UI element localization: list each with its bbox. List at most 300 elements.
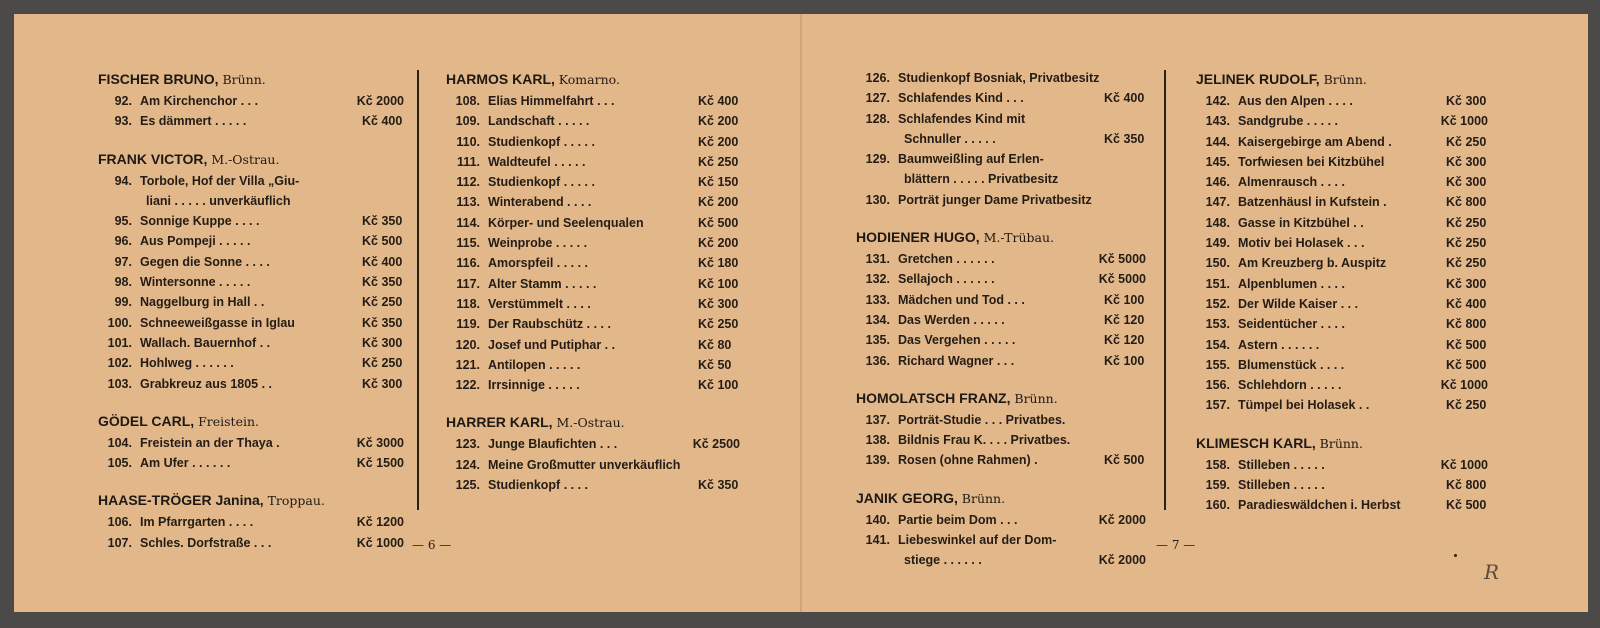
catalog-entry — [1196, 253, 1488, 273]
column-divider — [1164, 70, 1166, 510]
catalog-entry — [1196, 395, 1488, 415]
entry-number: 108. — [455, 94, 480, 108]
entry-title: Almenrausch . . . . — [1238, 175, 1345, 190]
catalog-entry — [1196, 233, 1488, 253]
artist-city: Troppau. — [267, 493, 325, 509]
catalog-entry — [1196, 274, 1488, 294]
catalog-column-3 — [856, 62, 1146, 571]
entry-number: 114. — [456, 215, 480, 230]
entry-number: 125. — [455, 478, 480, 493]
entry-price: Kč 800 — [1446, 317, 1487, 332]
entry-title: Sonnige Kuppe . . . . — [140, 214, 260, 229]
artist-name: HARMOS KARL, — [446, 71, 555, 87]
entry-title: Josef und Putiphar . . — [488, 337, 616, 352]
pencil-mark: R — [1484, 560, 1500, 584]
entry-number: 104. — [107, 435, 132, 450]
catalog-entry — [856, 129, 1146, 149]
entry-number — [856, 129, 890, 149]
artist-city: Freistein. — [198, 413, 259, 429]
entry-price: Kč 250 — [1446, 398, 1487, 413]
entry-number: 100. — [107, 315, 132, 330]
artist-name: FISCHER BRUNO, — [98, 71, 219, 87]
entry-title: Alter Stamm . . . . . — [488, 276, 597, 291]
entry-number: 128. — [865, 111, 890, 126]
entry-price: Kč 500 — [698, 215, 739, 230]
entry-price: Kč 500 — [1104, 453, 1145, 468]
entry-number: 153. — [1205, 317, 1230, 332]
entry-price: Kč 800 — [1446, 478, 1487, 493]
entry-number: 115. — [456, 236, 480, 251]
entry-number: 112. — [456, 175, 480, 190]
entry-price: Kč 250 — [1446, 236, 1487, 251]
artist-name: HODIENER HUGO, — [856, 229, 980, 246]
entry-price: Kč 500 — [1446, 498, 1487, 513]
entry-number: 145. — [1205, 154, 1230, 169]
catalog-entry — [446, 355, 740, 375]
artist-city: Brünn. — [1319, 435, 1363, 451]
artist-city: M.-Ostrau. — [556, 415, 625, 431]
entry-number: 152. — [1205, 296, 1230, 311]
entry-price: Kč 200 — [698, 134, 739, 149]
entry-title: Waldteufel . . . . . — [488, 154, 586, 169]
entry-number: 122. — [455, 378, 480, 393]
catalog-entry — [856, 169, 1146, 189]
artist-city: M.-Ostrau. — [211, 151, 280, 167]
entry-title: Schneeweißgasse in Iglau — [140, 315, 295, 330]
catalog-entry — [98, 292, 404, 312]
entry-number: 136. — [865, 353, 890, 368]
entry-price: Kč 250 — [362, 295, 403, 310]
entry-price: Kč 400 — [1446, 296, 1487, 311]
catalog-entry — [856, 290, 1146, 310]
entry-title: Hohlweg . . . . . . — [140, 356, 234, 371]
catalog-entry — [856, 510, 1146, 530]
catalog-entry — [1196, 475, 1488, 495]
entry-price: Kč 80 — [698, 337, 732, 352]
catalog-entry — [98, 91, 404, 111]
entry-price: Kč 1000 — [356, 535, 404, 550]
artist-heading — [98, 68, 404, 91]
entry-price: Kč 100 — [698, 378, 739, 393]
entry-title: Studienkopf . . . . . — [488, 175, 595, 190]
catalog-entry — [446, 475, 740, 495]
entry-price: Kč 300 — [362, 335, 403, 350]
catalog-column-4 — [1196, 62, 1488, 516]
catalog-entry — [446, 375, 740, 395]
entry-price: Kč 300 — [1446, 154, 1487, 169]
entry-title: Partie beim Dom . . . — [898, 512, 1018, 527]
entry-price: Kč 1000 — [1440, 114, 1488, 129]
entry-title: Studienkopf Bosniak, Privatbesitz — [898, 71, 1100, 85]
entry-title: Porträt junger Dame Privatbesitz — [898, 192, 1092, 207]
entry-number: 158. — [1205, 457, 1230, 472]
artist-city: Brünn. — [1323, 72, 1367, 87]
entry-title: Paradieswäldchen i. Herbst — [1238, 498, 1401, 513]
entry-number: 116. — [456, 256, 480, 271]
entry-title: Am Ufer . . . . . . — [140, 456, 231, 471]
artist-heading — [856, 226, 1146, 249]
catalog-entry — [856, 68, 1146, 88]
entry-price: Kč 50 — [698, 357, 732, 372]
entry-title: Elias Himmelfahrt . . . — [488, 94, 615, 108]
entry-price: Kč 2500 — [692, 437, 740, 452]
page-number-right: — 7 — — [1156, 538, 1196, 552]
entry-price: Kč 350 — [362, 275, 403, 290]
artist-heading — [98, 148, 404, 171]
entry-price: Kč 250 — [698, 154, 739, 169]
artist-heading — [446, 411, 740, 434]
entry-price: Kč 150 — [698, 175, 739, 190]
entry-title: Naggelburg in Hall . . — [140, 295, 265, 310]
entry-number: 103. — [107, 376, 132, 391]
entry-number: 99. — [114, 295, 132, 310]
catalog-entry — [98, 374, 404, 394]
entry-price: Kč 350 — [1104, 131, 1145, 146]
entry-title: Astern . . . . . . — [1238, 337, 1320, 352]
entry-number: 110. — [456, 134, 480, 149]
catalog-entry — [856, 109, 1146, 129]
entry-number: 147. — [1205, 195, 1230, 210]
catalog-entry — [98, 211, 404, 231]
artist-name: JANIK GEORG, — [856, 489, 958, 506]
catalog-entry — [446, 434, 740, 454]
entry-number: 155. — [1205, 357, 1230, 372]
entry-title: Gegen die Sonne . . . . — [140, 254, 270, 269]
entry-title: Im Pfarrgarten . . . . — [140, 515, 254, 530]
catalog-entry — [856, 149, 1146, 169]
catalog-entry — [98, 453, 404, 473]
entry-price: Kč 400 — [362, 114, 403, 129]
entry-number: 121. — [455, 357, 480, 372]
artist-heading — [98, 410, 404, 433]
entry-title: Schlehdorn . . . . . — [1238, 378, 1342, 393]
entry-title: Liebeswinkel auf der Dom- — [898, 533, 1057, 548]
catalog-entry — [446, 91, 740, 111]
catalog-entry — [98, 231, 404, 251]
entry-price: Kč 100 — [1104, 292, 1145, 307]
entry-title: Gasse in Kitzbühel . . — [1238, 215, 1364, 230]
entry-number: 149. — [1205, 236, 1230, 251]
entry-price: Kč 100 — [698, 276, 739, 291]
entry-title: Am Kreuzberg b. Auspitz — [1238, 256, 1387, 271]
entry-number: 95. — [114, 214, 132, 229]
catalog-entry — [98, 353, 404, 373]
catalog-entry — [98, 313, 404, 333]
entry-title: Der Raubschütz . . . . — [488, 317, 611, 332]
entry-number: 120. — [455, 337, 480, 352]
entry-number: 101. — [107, 335, 132, 350]
catalog-entry — [98, 433, 404, 453]
catalog-column-1 — [98, 62, 404, 553]
entry-number: 143. — [1205, 114, 1230, 129]
entry-price: Kč 300 — [362, 376, 403, 391]
entry-number: 118. — [456, 296, 480, 311]
catalog-entry — [1196, 455, 1488, 475]
artist-city: Brünn. — [1014, 390, 1058, 406]
catalog-entry — [856, 550, 1146, 570]
catalog-entry — [446, 111, 740, 131]
entry-number: 106. — [107, 515, 132, 530]
entry-number: 127. — [865, 91, 890, 106]
catalog-entry — [1196, 335, 1488, 355]
catalog-entry — [856, 190, 1146, 210]
catalog-entry — [98, 171, 404, 191]
entry-number: 135. — [865, 333, 890, 348]
entry-title: Richard Wagner . . . — [898, 353, 1015, 368]
entry-price: Kč 250 — [1446, 134, 1487, 149]
catalog-entry — [1196, 495, 1488, 515]
entry-title: Bildnis Frau K. . . . Privatbes. — [898, 433, 1071, 448]
entry-title: Am Kirchenchor . . . — [140, 94, 259, 108]
entry-price: Kč 180 — [698, 256, 739, 271]
catalog-spread — [14, 14, 1588, 612]
entry-number: 98. — [114, 275, 132, 290]
entry-title: Wintersonne . . . . . — [140, 275, 251, 290]
entry-number: 138. — [865, 433, 890, 448]
entry-price: Kč 1000 — [1440, 378, 1488, 393]
entry-price: Kč 500 — [1446, 357, 1487, 372]
entry-number: 144. — [1205, 134, 1230, 149]
entry-price: Kč 2000 — [356, 94, 404, 108]
entry-title: Stilleben . . . . . — [1238, 457, 1325, 472]
entry-price: Kč 350 — [698, 478, 739, 493]
artist-name: HARRER KARL, — [446, 414, 553, 431]
entry-price: Kč 300 — [698, 296, 739, 311]
entry-number: 93. — [114, 114, 132, 129]
entry-number: 157. — [1205, 398, 1230, 413]
catalog-entry — [98, 333, 404, 353]
entry-number: 126. — [865, 71, 890, 85]
catalog-entry — [446, 152, 740, 172]
entry-number: 148. — [1205, 215, 1230, 230]
entry-number: 92. — [114, 94, 132, 108]
entry-price: Kč 2000 — [1098, 553, 1146, 568]
entry-title: liani . . . . . unverkäuflich — [146, 193, 291, 208]
entry-number: 130. — [865, 192, 890, 207]
entry-title: Sellajoch . . . . . . — [898, 272, 995, 287]
entry-number: 97. — [114, 254, 132, 269]
entry-title: Das Werden . . . . . — [898, 312, 1005, 327]
entry-price: Kč 100 — [1104, 353, 1145, 368]
entry-number — [856, 169, 890, 189]
artist-name: FRANK VICTOR, — [98, 150, 208, 167]
artist-name: HOMOLATSCH FRANZ, — [856, 389, 1011, 406]
catalog-entry — [446, 172, 740, 192]
catalog-entry — [446, 335, 740, 355]
entry-title: Amorspfeil . . . . . — [488, 256, 589, 271]
entry-price: Kč 2000 — [1098, 512, 1146, 527]
entry-price: Kč 1000 — [1440, 457, 1488, 472]
entry-title: Schles. Dorfstraße . . . — [140, 535, 272, 550]
entry-title: Torfwiesen bei Kitzbühel — [1238, 154, 1385, 169]
artist-city: Brünn. — [222, 72, 266, 87]
entry-title: Blumenstück . . . . — [1238, 357, 1345, 372]
catalog-entry — [856, 351, 1146, 371]
entry-price: Kč 200 — [698, 114, 739, 129]
catalog-entry — [856, 430, 1146, 450]
catalog-entry — [446, 253, 740, 273]
catalog-entry — [856, 249, 1146, 269]
artist-heading — [446, 68, 740, 91]
entry-number: 96. — [114, 234, 132, 249]
entry-number: 107. — [107, 535, 132, 550]
entry-price: Kč 400 — [698, 94, 739, 108]
entry-title: Batzenhäusl in Kufstein . — [1238, 195, 1387, 210]
catalog-entry — [98, 533, 404, 553]
artist-name: GÖDEL CARL, — [98, 412, 195, 429]
entry-price: Kč 500 — [362, 234, 403, 249]
entry-title: Körper- und Seelenqualen — [488, 215, 644, 230]
artist-name: HAASE-TRÖGER Janina, — [98, 492, 264, 509]
entry-price: Kč 5000 — [1098, 252, 1146, 267]
catalog-entry — [446, 314, 740, 334]
catalog-entry — [856, 310, 1146, 330]
entry-title: Studienkopf . . . . . — [488, 134, 595, 149]
artist-city: M.-Trübau. — [983, 230, 1054, 246]
entry-title: Meine Großmutter unverkäuflich — [488, 457, 681, 472]
entry-price: Kč 250 — [698, 317, 739, 332]
entry-number: 119. — [456, 317, 480, 332]
entry-title: Das Vergehen . . . . . — [898, 333, 1016, 348]
catalog-entry — [1196, 213, 1488, 233]
page-number-left: — 6 — — [412, 538, 452, 552]
catalog-entry — [856, 269, 1146, 289]
entry-title: stiege . . . . . . — [904, 553, 982, 568]
entry-title: Es dämmert . . . . . — [140, 114, 247, 129]
entry-number: 117. — [456, 276, 480, 291]
catalog-entry — [1196, 192, 1488, 212]
entry-title: Winterabend . . . . — [488, 195, 592, 210]
entry-number: 140. — [865, 512, 890, 527]
entry-price: Kč 120 — [1104, 333, 1145, 348]
entry-number: 133. — [865, 292, 890, 307]
entry-price: Kč 250 — [1446, 215, 1487, 230]
entry-title: Kaisergebirge am Abend . — [1238, 134, 1392, 149]
entry-title: Grabkreuz aus 1805 . . — [140, 376, 273, 391]
entry-title: Stilleben . . . . . — [1238, 478, 1325, 493]
entry-price: Kč 200 — [698, 236, 739, 251]
entry-title: Sandgrube . . . . . — [1238, 114, 1339, 129]
entry-title: Weinprobe . . . . . — [488, 236, 588, 251]
entry-price: Kč 250 — [1446, 256, 1487, 271]
entry-title: Gretchen . . . . . . — [898, 252, 995, 267]
entry-title: Der Wilde Kaiser . . . — [1238, 296, 1359, 311]
entry-title: Porträt-Studie . . . Privatbes. — [898, 412, 1066, 427]
entry-title: Irrsinnige . . . . . — [488, 378, 580, 393]
catalog-entry — [446, 213, 740, 233]
catalog-entry — [856, 450, 1146, 470]
artist-city: Brünn. — [961, 490, 1006, 506]
catalog-entry — [1196, 111, 1488, 131]
entry-price: Kč 1200 — [356, 515, 404, 530]
entry-title: Torbole, Hof der Villa „Giu- — [140, 173, 300, 188]
catalog-entry — [98, 252, 404, 272]
entry-price: Kč 1500 — [356, 456, 404, 471]
entry-number: 160. — [1205, 498, 1230, 513]
entry-title: Freistein an der Thaya . — [140, 435, 280, 450]
entry-number: 151. — [1205, 276, 1230, 291]
entry-number: 129. — [865, 152, 890, 167]
entry-number: 150. — [1205, 256, 1230, 271]
entry-title: Mädchen und Tod . . . — [898, 292, 1025, 307]
catalog-entry — [1196, 152, 1488, 172]
entry-number: 134. — [865, 312, 890, 327]
entry-number: 131. — [865, 252, 890, 267]
entry-number: 94. — [114, 173, 132, 188]
catalog-entry — [1196, 294, 1488, 314]
entry-title: Antilopen . . . . . — [488, 357, 581, 372]
entry-price: Kč 300 — [1446, 175, 1487, 190]
catalog-entry — [1196, 91, 1488, 111]
entry-number: 124. — [455, 457, 480, 472]
column-divider — [417, 70, 419, 510]
entry-title: Junge Blaufichten . . . — [488, 437, 618, 452]
page-fold — [800, 14, 802, 612]
artist-name: KLIMESCH KARL, — [1196, 434, 1316, 451]
entry-title: Studienkopf . . . . — [488, 478, 588, 493]
entry-price: Kč 300 — [1446, 94, 1487, 108]
entry-price: Kč 500 — [1446, 337, 1487, 352]
entry-number: 146. — [1205, 175, 1230, 190]
entry-title: Rosen (ohne Rahmen) . — [898, 453, 1038, 468]
catalog-column-2 — [446, 62, 740, 495]
entry-title: Baumweißling auf Erlen- — [898, 152, 1044, 167]
catalog-entry — [446, 192, 740, 212]
entry-number: 132. — [865, 272, 890, 287]
entry-number: 154. — [1205, 337, 1230, 352]
entry-title: blättern . . . . . Privatbesitz — [904, 172, 1059, 187]
entry-title: Aus Pompeji . . . . . — [140, 234, 251, 249]
entry-number: 105. — [107, 456, 132, 471]
catalog-entry — [98, 512, 404, 532]
entry-title: Motiv bei Holasek . . . — [1238, 236, 1365, 251]
entry-number: 141. — [865, 533, 890, 548]
entry-price: Kč 200 — [698, 195, 739, 210]
entry-title: Schlafendes Kind . . . — [898, 91, 1024, 106]
ink-dot — [1454, 554, 1457, 557]
entry-number — [856, 550, 890, 570]
catalog-entry — [446, 274, 740, 294]
catalog-entry — [98, 191, 404, 211]
entry-title: Tümpel bei Holasek . . — [1238, 398, 1370, 413]
entry-price: Kč 800 — [1446, 195, 1487, 210]
entry-title: Verstümmelt . . . . — [488, 296, 591, 311]
entry-number: 142. — [1205, 94, 1230, 108]
catalog-entry — [856, 410, 1146, 430]
entry-number: 109. — [455, 114, 480, 129]
catalog-entry — [446, 132, 740, 152]
catalog-entry — [1196, 355, 1488, 375]
entry-price: Kč 120 — [1104, 312, 1145, 327]
catalog-entry — [98, 272, 404, 292]
artist-heading — [1196, 432, 1488, 455]
catalog-entry — [856, 88, 1146, 108]
catalog-entry — [1196, 132, 1488, 152]
entry-price: Kč 400 — [362, 254, 403, 269]
entry-title: Alpenblumen . . . . — [1238, 276, 1345, 291]
entry-title: Landschaft . . . . . — [488, 114, 590, 129]
catalog-entry — [856, 530, 1146, 550]
entry-number: 139. — [865, 453, 890, 468]
entry-price: Kč 250 — [362, 356, 403, 371]
entry-title: Aus den Alpen . . . . — [1238, 94, 1353, 108]
catalog-entry — [446, 455, 740, 475]
entry-title: Seidentücher . . . . — [1238, 317, 1345, 332]
entry-title: Schnuller . . . . . — [904, 131, 996, 146]
catalog-entry — [98, 111, 404, 131]
entry-price: Kč 3000 — [356, 435, 404, 450]
entry-price: Kč 350 — [362, 315, 403, 330]
